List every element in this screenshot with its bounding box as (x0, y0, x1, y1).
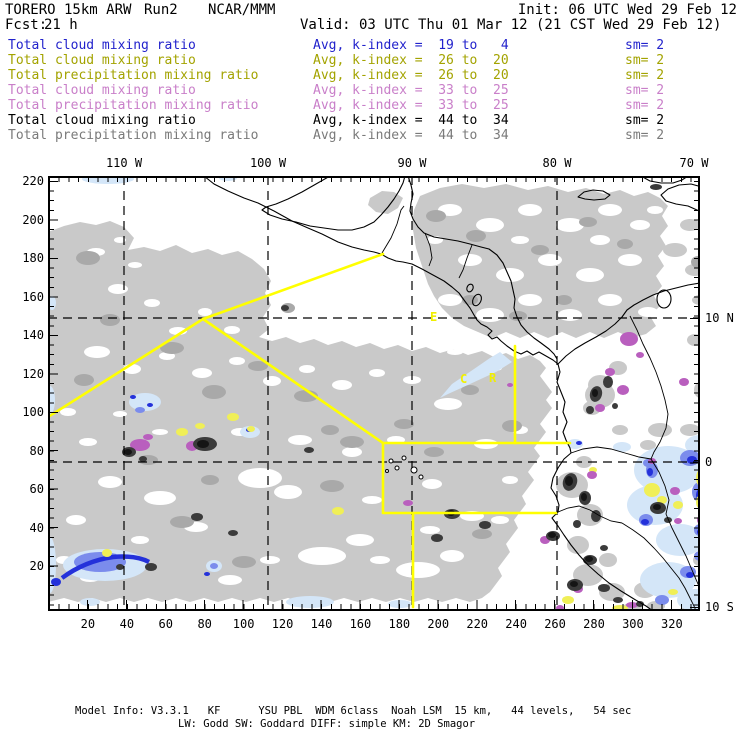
axis-label: 160 (349, 617, 372, 631)
axis-label: 40 (119, 617, 135, 631)
axis-label: 240 (505, 617, 527, 631)
axis-label: 120 (271, 617, 294, 631)
legend-sm: sm= 2 (625, 83, 665, 98)
axis-label: 140 (310, 617, 333, 631)
model-org: NCAR/MMM (208, 2, 276, 18)
axis-label: 20 (29, 559, 44, 573)
waypoint-label-r: R (489, 371, 497, 385)
model-name: TORERO (5, 2, 56, 18)
legend-label: Total cloud mixing ratio (8, 113, 196, 128)
axis-label: 60 (29, 482, 44, 497)
axis-label: 0 (705, 455, 713, 469)
axis-label: 200 (427, 617, 450, 631)
axis-label: 140 (22, 328, 44, 343)
axis-label: 20 (80, 617, 96, 631)
legend-label: Total cloud mixing ratio (8, 53, 196, 68)
axis-label: 280 (583, 617, 605, 631)
init-time: Init: 06 UTC Wed 29 Feb 12 (517, 2, 737, 18)
axis-label: 100 (232, 617, 255, 631)
legend-kindex: Avg, k-index = 44 to 34 (313, 128, 509, 143)
waypoint-label-e: E (430, 310, 438, 324)
model-info-line2: LW: Godd SW: Goddard DIFF: simple KM: 2D Smagor (178, 718, 476, 730)
valid-time: Valid: 03 UTC Thu 01 Mar 12 (21 CST Wed 29 Feb 12) (300, 17, 722, 33)
legend-kindex: Avg, k-index = 33 to 25 (313, 98, 509, 113)
axis-label: 90 W (397, 156, 427, 170)
axis-label: 100 W (249, 156, 287, 170)
legend-kindex: Avg, k-index = 33 to 25 (313, 83, 509, 98)
axis-label: 80 (197, 617, 212, 631)
model-info-line1: Model Info: V3.3.1 KF YSU PBL WDM 6class Noah LSM 15 km, 44 levels, 54 sec (75, 705, 632, 717)
axis-label: 120 (22, 366, 44, 381)
legend-kindex: Avg, k-index = 26 to 20 (313, 68, 509, 83)
fcst-label: Fcst: (5, 17, 48, 33)
right-axis-major-ticks (690, 318, 699, 608)
legend-sm: sm= 2 (625, 53, 665, 68)
legend-sm: sm= 2 (625, 128, 665, 143)
legend-kindex: Avg, k-index = 26 to 20 (313, 53, 509, 68)
legend-label: Total precipitation mixing ratio (8, 128, 259, 143)
axis-label: 60 (158, 617, 173, 631)
axis-label: 220 (22, 174, 44, 189)
axis-label: 80 (29, 443, 44, 458)
axis-label: 200 (22, 212, 44, 227)
waypoint-label-c: C (460, 372, 468, 386)
axis-label: 110 W (105, 156, 143, 170)
axis-label: 320 (661, 617, 683, 631)
legend-sm: sm= 2 (625, 113, 665, 128)
map-frame (48, 176, 700, 611)
axis-label: 80 W (542, 156, 572, 170)
axis-label: 160 (22, 289, 44, 304)
axis-label: 10 S (705, 600, 734, 614)
legend-sm: sm= 2 (625, 68, 665, 83)
legend-sm: sm= 2 (625, 98, 665, 113)
legend-label: Total cloud mixing ratio (8, 38, 196, 53)
legend-label: Total precipitation mixing ratio (8, 98, 259, 113)
legend-label: Total cloud mixing ratio (8, 83, 196, 98)
axis-label: 100 (22, 405, 44, 420)
legend-kindex: Avg, k-index = 44 to 34 (313, 113, 509, 128)
bottom-axis-major-ticks (87, 600, 700, 610)
axis-label: 40 (29, 520, 44, 535)
axis-label: 180 (388, 617, 411, 631)
legend-kindex: Avg, k-index = 19 to 4 (313, 38, 509, 53)
fcst-value: 21 h (44, 17, 78, 33)
axis-label: 10 N (705, 311, 734, 325)
model-resolution: 15km ARW (64, 2, 132, 18)
legend-sm: sm= 2 (625, 38, 665, 53)
axis-label: 300 (622, 617, 644, 631)
axis-label: 260 (544, 617, 566, 631)
axis-label: 220 (466, 617, 489, 631)
axis-label: 70 W (679, 156, 709, 170)
left-axis-major-ticks (49, 181, 58, 567)
legend-label: Total precipitation mixing ratio (8, 68, 259, 83)
top-axis-ticks (49, 177, 699, 182)
model-run: Run2 (144, 2, 178, 18)
axis-label: 180 (22, 251, 44, 266)
